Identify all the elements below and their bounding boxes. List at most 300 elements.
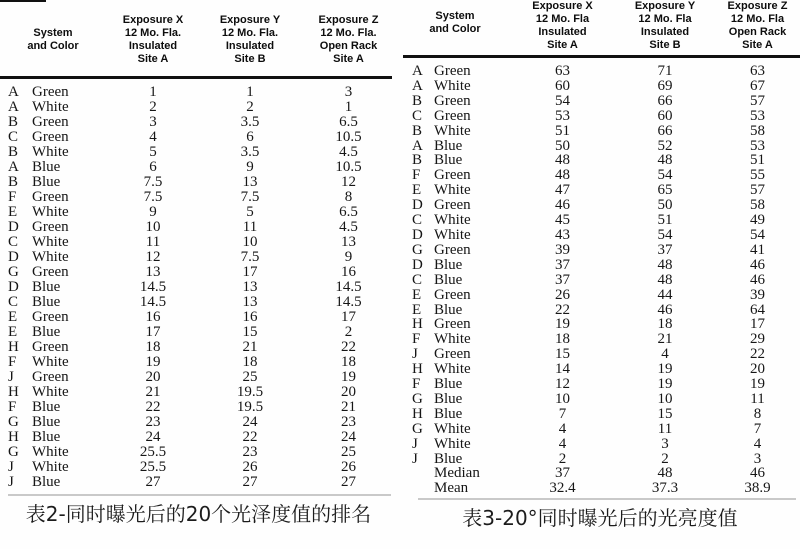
system-letter — [400, 466, 434, 481]
value-exposure-y: 50 — [657, 197, 673, 214]
header-line: Insulated — [225, 40, 275, 52]
header-line: Exposure Z — [318, 14, 379, 26]
table-row — [400, 168, 800, 183]
value-exposure-y: 66 — [657, 122, 673, 139]
value-exposure-y: 3.5 — [240, 144, 260, 160]
value-exposure-z: 63 — [750, 63, 765, 79]
value-exposure-x: 4 — [558, 435, 567, 452]
value-exposure-y: 2 — [661, 450, 669, 467]
value-exposure-z: 16 — [341, 264, 356, 280]
color-name: Green — [32, 369, 69, 385]
system-letter: E — [412, 182, 422, 199]
value-exposure-y: 18 — [657, 316, 673, 333]
table-row — [400, 213, 800, 228]
value-exposure-x: 9 — [149, 204, 157, 220]
color-name: Blue — [32, 324, 61, 340]
gloss-value-table — [400, 0, 800, 532]
value-exposure-x: 27 — [145, 474, 161, 490]
system-letter: A — [8, 159, 19, 175]
color-name: White — [434, 212, 471, 229]
value-exposure-y: 27 — [242, 474, 258, 490]
value-exposure-x: 50 — [555, 137, 570, 154]
color-name: Green — [32, 189, 69, 205]
table-row — [0, 175, 397, 190]
table-row — [0, 415, 397, 430]
system-letter: J — [412, 346, 418, 363]
value-exposure-y: 69 — [657, 77, 673, 94]
color-name: White — [434, 420, 471, 437]
system-letter: A — [412, 137, 423, 154]
color-name: Blue — [32, 294, 61, 310]
system-letter: E — [412, 286, 422, 303]
value-exposure-x: 25.5 — [139, 444, 167, 460]
color-name: Blue — [434, 390, 463, 407]
value-exposure-y: 11 — [242, 219, 258, 235]
system-letter: A — [8, 84, 19, 100]
system-letter: C — [412, 271, 423, 288]
value-exposure-x: 1 — [149, 84, 157, 100]
system-letter: J — [412, 450, 418, 467]
value-exposure-y: 9 — [246, 159, 254, 175]
system-letter: J — [8, 474, 14, 490]
value-exposure-z: 64 — [750, 301, 765, 318]
value-exposure-y: 7.5 — [240, 189, 260, 205]
table-row — [0, 355, 397, 370]
color-name: White — [32, 204, 69, 220]
value-exposure-y: 13 — [242, 174, 258, 190]
value-exposure-x: 6 — [149, 159, 157, 175]
value-exposure-x: 22 — [555, 301, 570, 318]
header-line: System — [33, 27, 73, 39]
system-letter: A — [412, 77, 423, 94]
value-exposure-x: 63 — [555, 63, 570, 79]
table-row — [0, 475, 397, 490]
value-exposure-z: 9 — [344, 249, 353, 265]
value-exposure-z: 20 — [341, 384, 356, 400]
value-exposure-x: 2 — [149, 99, 157, 115]
color-name: Green — [32, 84, 69, 100]
table-row — [400, 139, 800, 154]
value-exposure-x: 15 — [555, 346, 570, 363]
value-exposure-z: 6.5 — [339, 114, 358, 130]
value-exposure-y: 5 — [246, 204, 254, 220]
value-exposure-z: 46 — [750, 271, 765, 288]
value-exposure-z: 46 — [750, 465, 765, 482]
color-name: Blue — [434, 301, 463, 318]
system-letter: F — [8, 189, 17, 205]
color-name: Blue — [434, 405, 463, 422]
table-row — [0, 295, 397, 310]
table2-caption: 表2-同时曝光后的20个光泽度值的排名 — [25, 502, 372, 526]
system-letter: D — [8, 219, 19, 235]
system-letter: J — [8, 459, 14, 475]
value-exposure-z: 51 — [750, 152, 765, 169]
color-name: Blue — [434, 271, 463, 288]
table-row — [0, 100, 397, 115]
value-exposure-y: 7.5 — [240, 249, 260, 265]
header-line: 12 Mo. Fla — [638, 13, 692, 25]
value-exposure-y: 48 — [657, 465, 673, 482]
color-name: White — [434, 182, 471, 199]
system-letter: B — [412, 92, 423, 109]
header-line: Exposure Y — [634, 0, 696, 12]
value-exposure-z: 10.5 — [335, 129, 362, 145]
value-exposure-z: 49 — [750, 212, 765, 229]
value-exposure-x: 18 — [555, 331, 570, 348]
value-exposure-z: 17 — [341, 309, 356, 325]
color-name: Green — [434, 346, 471, 363]
system-letter: A — [412, 63, 423, 79]
value-exposure-y: 46 — [657, 301, 673, 318]
value-exposure-z: 54 — [750, 226, 765, 243]
value-exposure-x: 47 — [555, 182, 570, 199]
system-letter: B — [412, 152, 423, 169]
table-row — [0, 340, 397, 355]
header-rule — [0, 76, 392, 79]
value-exposure-x: 25.5 — [139, 459, 167, 475]
color-name: Green — [32, 219, 69, 235]
table-row — [0, 220, 397, 235]
value-exposure-x: 46 — [555, 197, 570, 214]
header-system-and-color — [0, 27, 106, 53]
table-row — [0, 460, 397, 475]
system-letter: J — [412, 435, 418, 452]
value-exposure-y: 19.5 — [236, 384, 264, 400]
value-exposure-y: 44 — [657, 286, 673, 303]
value-exposure-z: 6.5 — [339, 204, 358, 220]
system-letter: G — [8, 444, 19, 460]
header-line: Exposure Y — [219, 14, 281, 26]
value-exposure-z: 57 — [750, 92, 765, 109]
value-exposure-z: 22 — [341, 339, 356, 355]
table-row — [400, 273, 800, 288]
system-letter: D — [8, 279, 19, 295]
value-exposure-y: 11 — [657, 420, 673, 437]
value-exposure-z: 2 — [344, 324, 353, 340]
header-line: 12 Mo. Fla. — [124, 27, 182, 39]
table-row — [400, 347, 800, 362]
table-row — [400, 94, 800, 109]
value-exposure-x: 60 — [555, 77, 570, 94]
value-exposure-z: 46 — [750, 256, 765, 273]
header-system-and-color — [400, 10, 510, 36]
header-line: and Color — [429, 23, 481, 35]
value-exposure-z: 67 — [750, 77, 765, 94]
value-exposure-x: 22 — [145, 399, 161, 415]
value-exposure-z: 19 — [341, 369, 356, 385]
value-exposure-z: 8 — [753, 405, 762, 422]
value-exposure-z: 58 — [750, 122, 765, 139]
value-exposure-z: 23 — [341, 414, 356, 430]
value-exposure-z: 13 — [341, 234, 356, 250]
gloss-value-table-header — [400, 0, 800, 52]
header-line: Open Rack — [728, 26, 787, 38]
table3-caption: 表3-20°同时曝光后的光亮度值 — [462, 506, 738, 531]
value-exposure-y: 48 — [657, 152, 673, 169]
value-exposure-x: 20 — [145, 369, 161, 385]
value-exposure-y: 52 — [657, 137, 673, 154]
value-exposure-y: 24 — [242, 414, 258, 430]
value-exposure-x: 48 — [555, 167, 570, 184]
system-letter: H — [412, 361, 423, 378]
table-row — [400, 422, 800, 437]
table-row — [0, 265, 397, 280]
table-row — [400, 303, 800, 318]
table-row — [0, 430, 397, 445]
table-row — [400, 466, 800, 481]
system-letter: H — [8, 339, 19, 355]
color-name: Green — [32, 129, 69, 145]
value-exposure-y: 21 — [657, 331, 673, 348]
color-name: White — [32, 234, 69, 250]
header-exposure-z — [300, 14, 397, 66]
value-exposure-z: 53 — [750, 137, 765, 154]
value-exposure-x: 10 — [555, 390, 570, 407]
value-exposure-z: 14.5 — [335, 279, 362, 295]
value-exposure-y: 23 — [242, 444, 258, 460]
table-row — [400, 258, 800, 273]
system-letter: F — [412, 331, 421, 348]
header-line: Exposure X — [532, 0, 593, 12]
value-exposure-y: 13 — [242, 279, 258, 295]
color-name: White — [434, 331, 471, 348]
value-exposure-z: 1 — [344, 99, 353, 115]
header-line: Exposure X — [122, 14, 184, 26]
value-exposure-y: 48 — [657, 271, 673, 288]
header-line: Open Rack — [319, 40, 378, 52]
color-name: Median — [434, 465, 480, 482]
value-exposure-y: 3 — [661, 435, 669, 452]
value-exposure-x: 37 — [555, 465, 570, 482]
value-exposure-x: 45 — [555, 212, 570, 229]
color-name: Blue — [32, 474, 61, 490]
table-row — [0, 310, 397, 325]
system-letter: E — [8, 204, 18, 220]
table-row — [400, 109, 800, 124]
color-name: White — [32, 354, 69, 370]
value-exposure-x: 51 — [555, 122, 570, 139]
table-row — [0, 280, 397, 295]
color-name: White — [434, 77, 471, 94]
color-name: Green — [32, 264, 69, 280]
value-exposure-y: 71 — [657, 63, 673, 79]
color-name: Blue — [32, 429, 61, 445]
table-row — [0, 385, 397, 400]
color-name: Blue — [434, 137, 463, 154]
value-exposure-x: 17 — [145, 324, 161, 340]
table-row — [0, 400, 397, 415]
color-name: White — [32, 99, 69, 115]
color-name: Blue — [434, 450, 463, 467]
header-line: Site A — [547, 39, 578, 51]
table-row — [0, 115, 397, 130]
value-exposure-z: 58 — [750, 197, 765, 214]
value-exposure-z: 11 — [750, 390, 765, 407]
value-exposure-y: 18 — [242, 354, 258, 370]
value-exposure-z: 4 — [753, 435, 762, 452]
value-exposure-z: 20 — [750, 361, 765, 378]
value-exposure-z: 8 — [344, 189, 353, 205]
value-exposure-y: 37 — [657, 241, 673, 258]
value-exposure-x: 48 — [555, 152, 570, 169]
value-exposure-z: 39 — [750, 286, 765, 303]
value-exposure-x: 32.4 — [549, 480, 576, 497]
table-row — [0, 370, 397, 385]
table-row — [0, 235, 397, 250]
value-exposure-y: 22 — [242, 429, 258, 445]
table-row — [0, 445, 397, 460]
gloss-value-table-body — [400, 64, 800, 496]
system-letter: F — [8, 354, 17, 370]
value-exposure-x: 26 — [555, 286, 570, 303]
value-exposure-y: 19 — [657, 376, 673, 393]
value-exposure-y: 21 — [242, 339, 258, 355]
color-name: White — [32, 459, 69, 475]
value-exposure-y: 2 — [246, 99, 254, 115]
color-name: White — [32, 144, 69, 160]
color-name: Green — [434, 63, 471, 79]
system-letter: J — [8, 369, 14, 385]
color-name: Green — [434, 92, 471, 109]
value-exposure-x: 37 — [555, 271, 570, 288]
value-exposure-z: 4.5 — [339, 219, 358, 235]
value-exposure-x: 4 — [558, 420, 567, 437]
color-name: White — [434, 122, 471, 139]
table-row — [400, 153, 800, 168]
value-exposure-y: 54 — [657, 226, 673, 243]
table-row — [400, 481, 800, 496]
value-exposure-y: 48 — [657, 256, 673, 273]
system-letter: C — [8, 234, 19, 250]
value-exposure-z: 25 — [341, 444, 356, 460]
value-exposure-x: 19 — [145, 354, 161, 370]
color-name: Green — [434, 167, 471, 184]
color-name: White — [434, 226, 471, 243]
value-exposure-z: 10.5 — [335, 159, 362, 175]
color-name: White — [434, 435, 471, 452]
value-exposure-x: 3 — [149, 114, 157, 130]
header-line: 12 Mo. Fla. — [320, 27, 377, 39]
table-row — [0, 205, 397, 220]
system-letter: B — [8, 144, 19, 160]
value-exposure-z: 55 — [750, 167, 765, 184]
header-line: Insulated — [538, 26, 587, 38]
value-exposure-y: 13 — [242, 294, 258, 310]
value-exposure-x: 24 — [145, 429, 161, 445]
bottom-rule — [8, 494, 391, 496]
value-exposure-z: 4.5 — [339, 144, 358, 160]
header-line: Site B — [234, 53, 266, 65]
value-exposure-y: 3.5 — [240, 114, 260, 130]
header-line: Site B — [649, 39, 681, 51]
table-row — [400, 228, 800, 243]
value-exposure-x: 5 — [149, 144, 157, 160]
value-exposure-x: 11 — [145, 234, 161, 250]
value-exposure-y: 19 — [657, 361, 673, 378]
color-name: Green — [434, 316, 471, 333]
value-exposure-x: 13 — [145, 264, 161, 280]
value-exposure-x: 12 — [555, 376, 570, 393]
value-exposure-z: 18 — [341, 354, 356, 370]
system-letter: F — [412, 167, 421, 184]
system-letter: G — [412, 241, 423, 258]
value-exposure-x: 7.5 — [143, 174, 163, 190]
value-exposure-z: 19 — [750, 376, 765, 393]
color-name: Blue — [32, 159, 61, 175]
gloss-rank-table — [0, 0, 397, 528]
table-row — [400, 317, 800, 332]
system-letter: B — [412, 122, 423, 139]
value-exposure-z: 57 — [750, 182, 765, 199]
system-letter: G — [8, 264, 19, 280]
value-exposure-x: 54 — [555, 92, 570, 109]
value-exposure-z: 3 — [753, 450, 762, 467]
value-exposure-x: 23 — [145, 414, 161, 430]
system-letter: B — [8, 114, 19, 130]
value-exposure-y: 60 — [657, 107, 673, 124]
color-name: Green — [434, 241, 471, 258]
table-row — [400, 183, 800, 198]
header-line: Site A — [137, 53, 169, 65]
header-line: Insulated — [640, 26, 690, 38]
value-exposure-x: 43 — [555, 226, 570, 243]
value-exposure-x: 14.5 — [139, 294, 167, 310]
color-name: Blue — [434, 152, 463, 169]
color-name: White — [32, 249, 69, 265]
table-row — [400, 452, 800, 467]
system-letter: G — [412, 420, 423, 437]
value-exposure-y: 25 — [242, 369, 258, 385]
table-row — [0, 85, 397, 100]
header-exposure-y — [615, 0, 715, 52]
system-letter: H — [412, 405, 423, 422]
color-name: Green — [32, 309, 69, 325]
value-exposure-z: 21 — [341, 399, 356, 415]
value-exposure-z: 3 — [344, 84, 353, 100]
header-line: 12 Mo. Fla — [730, 13, 785, 25]
system-letter: C — [8, 294, 19, 310]
color-name: Blue — [32, 279, 61, 295]
system-letter: C — [8, 129, 19, 145]
value-exposure-x: 4 — [149, 129, 157, 145]
header-line: Insulated — [128, 40, 178, 52]
table-row — [400, 377, 800, 392]
header-exposure-x — [510, 0, 615, 52]
color-name: Blue — [434, 256, 463, 273]
color-name: Green — [32, 114, 69, 130]
gloss-rank-table-header — [0, 0, 397, 66]
color-name: Green — [32, 339, 69, 355]
header-line: System — [435, 10, 475, 22]
value-exposure-x: 18 — [145, 339, 161, 355]
header-line: 12 Mo. Fla. — [221, 27, 279, 39]
value-exposure-x: 10 — [145, 219, 161, 235]
table-row — [0, 160, 397, 175]
value-exposure-z: 26 — [341, 459, 356, 475]
system-letter: E — [412, 301, 422, 318]
system-letter: F — [8, 399, 17, 415]
color-name: Green — [434, 197, 471, 214]
system-letter: D — [412, 226, 423, 243]
system-letter: G — [412, 390, 423, 407]
table-row — [0, 325, 397, 340]
value-exposure-x: 53 — [555, 107, 570, 124]
header-line: Exposure Z — [727, 0, 788, 12]
table-row — [0, 250, 397, 265]
table-row — [400, 332, 800, 347]
value-exposure-z: 17 — [750, 316, 765, 333]
table-row — [400, 407, 800, 422]
